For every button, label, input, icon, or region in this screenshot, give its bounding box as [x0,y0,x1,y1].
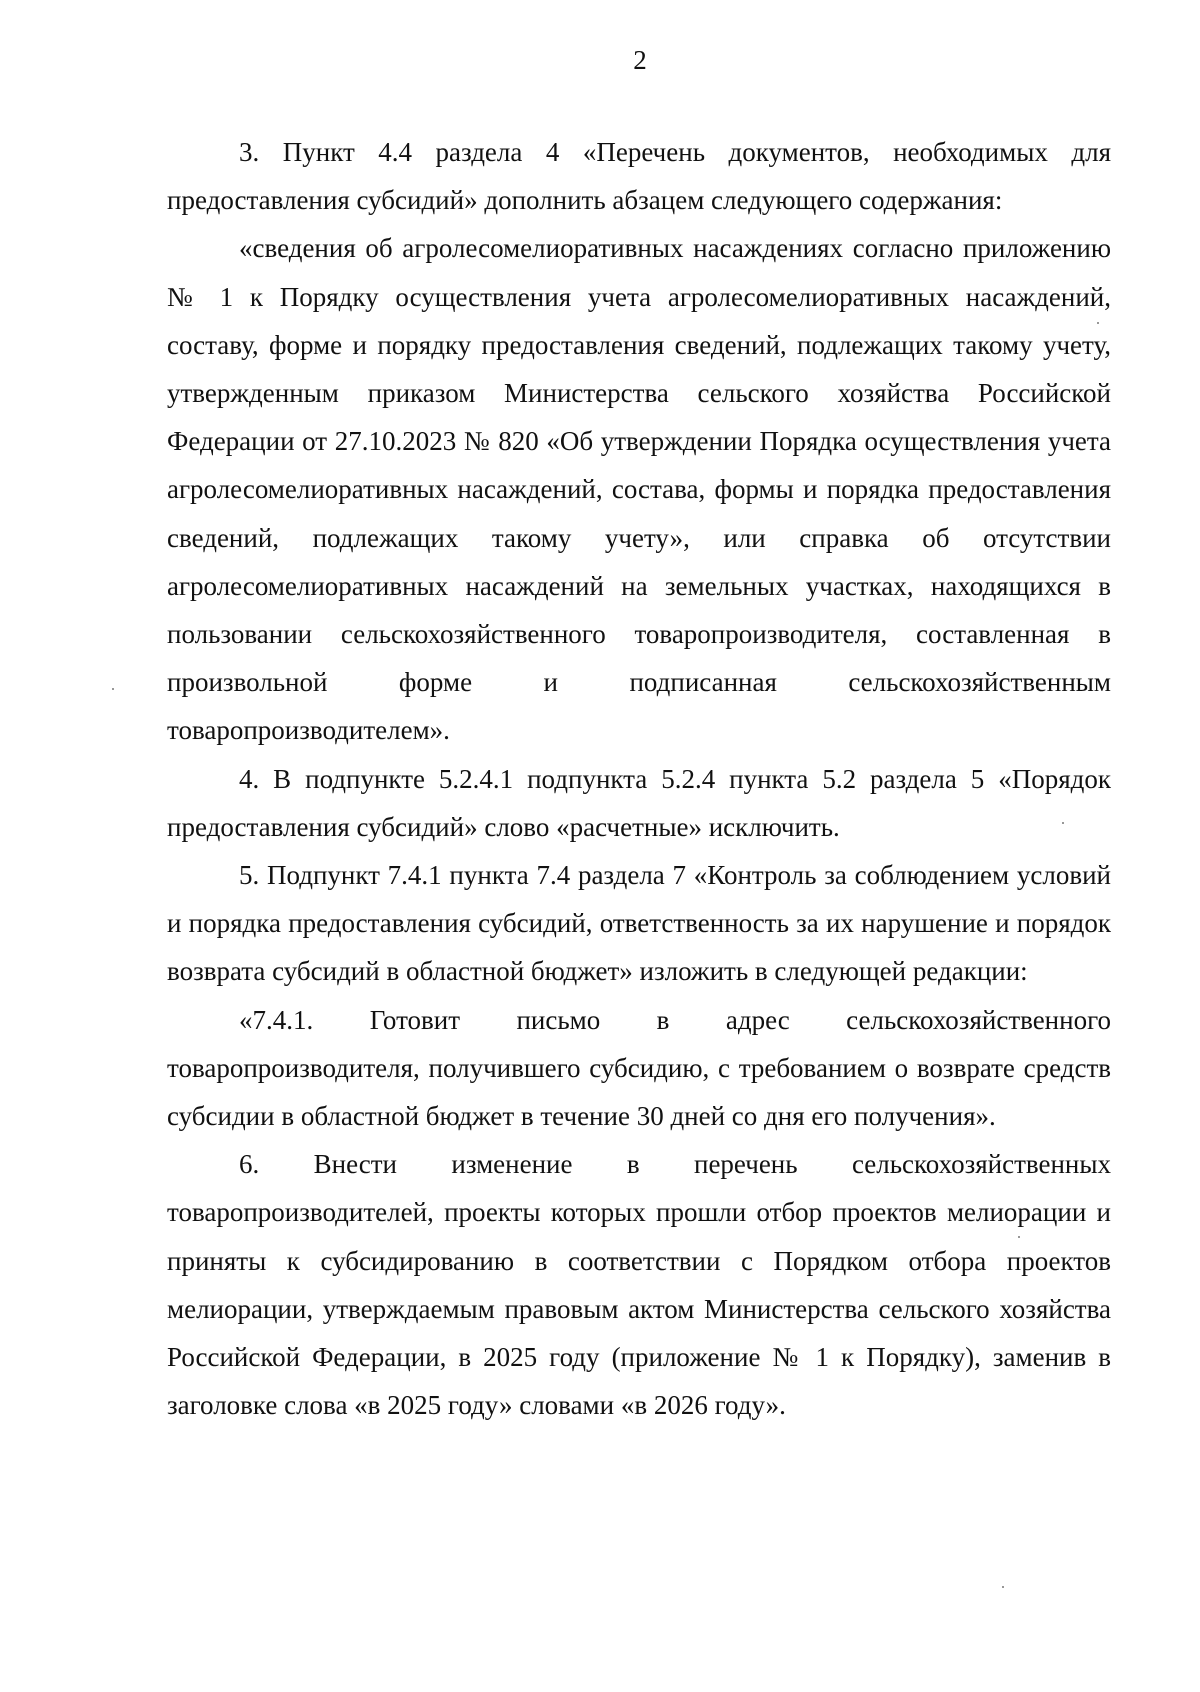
paragraph-item-3: 3. Пункт 4.4 раздела 4 «Перечень документов, необходимых для предоставления субсидий» дополнить абзацем следующего содержания: [167,137,1111,216]
paragraph-item-5: 5. Подпункт 7.4.1 пункта 7.4 раздела 7 «Контроль за соблюдением условий и порядка предоставления субсидий, ответственность за их нарушение и порядок возврата субсидий в областной бюджет» изложить в следующей редакции: [167,860,1111,987]
document-body [167,128,1111,1429]
scan-speck [1062,822,1064,824]
paragraph-item-6: 6. Внести изменение в перечень сельскохозяйственных товаропроизводителей, проекты которых прошли отбор проектов мелиорации и приняты к субсидированию в соответствии с Порядком отбора проектов мелиорации, утверждаемым правовым актом Министерства сельского хозяйства Российской Федерации, в 2025 году (приложение № 1 к Порядку), заменив в заголовке слова «в 2025 году» словами «в 2026 году». [167,1149,1111,1421]
scan-speck [112,688,114,690]
paragraph-quoted-addition: «сведения об агролесомелиоративных насаждениях согласно приложению № 1 к Порядку осуществления учета агролесомелиоративных насаждений, составу, форме и порядку предоставления сведений, подлежащих такому учету, утвержденным приказом Министерства сельского хозяйства Российской Федерации от 27.10.2023 № 820 «Об утверждении Порядка осуществления учета агролесомелиоративных насаждений, состава, формы и порядка предоставления сведений, подлежащих такому учету», или справка об отсутствии агролесомелиоративных насаждений на земельных участках, находящихся в пользовании сельскохозяйственного товаропроизводителя, составленная в произвольной форме и подписанная сельскохозяйственным товаропроизводителем». [167,233,1111,746]
scan-speck [1097,322,1099,324]
paragraph-item-4: 4. В подпункте 5.2.4.1 подпункта 5.2.4 пункта 5.2 раздела 5 «Порядок предоставления субсидий» слово «расчетные» исключить. [167,763,1111,842]
scan-speck [1002,1586,1004,1588]
scan-speck [1018,1236,1020,1238]
paragraph-quoted-7-4-1: «7.4.1. Готовит письмо в адрес сельскохозяйственного товаропроизводителя, получившего субсидию, с требованием о возврате средств субсидии в областной бюджет в течение 30 дней со дня его получения». [167,1004,1111,1132]
page-number: 2 [633,45,647,75]
